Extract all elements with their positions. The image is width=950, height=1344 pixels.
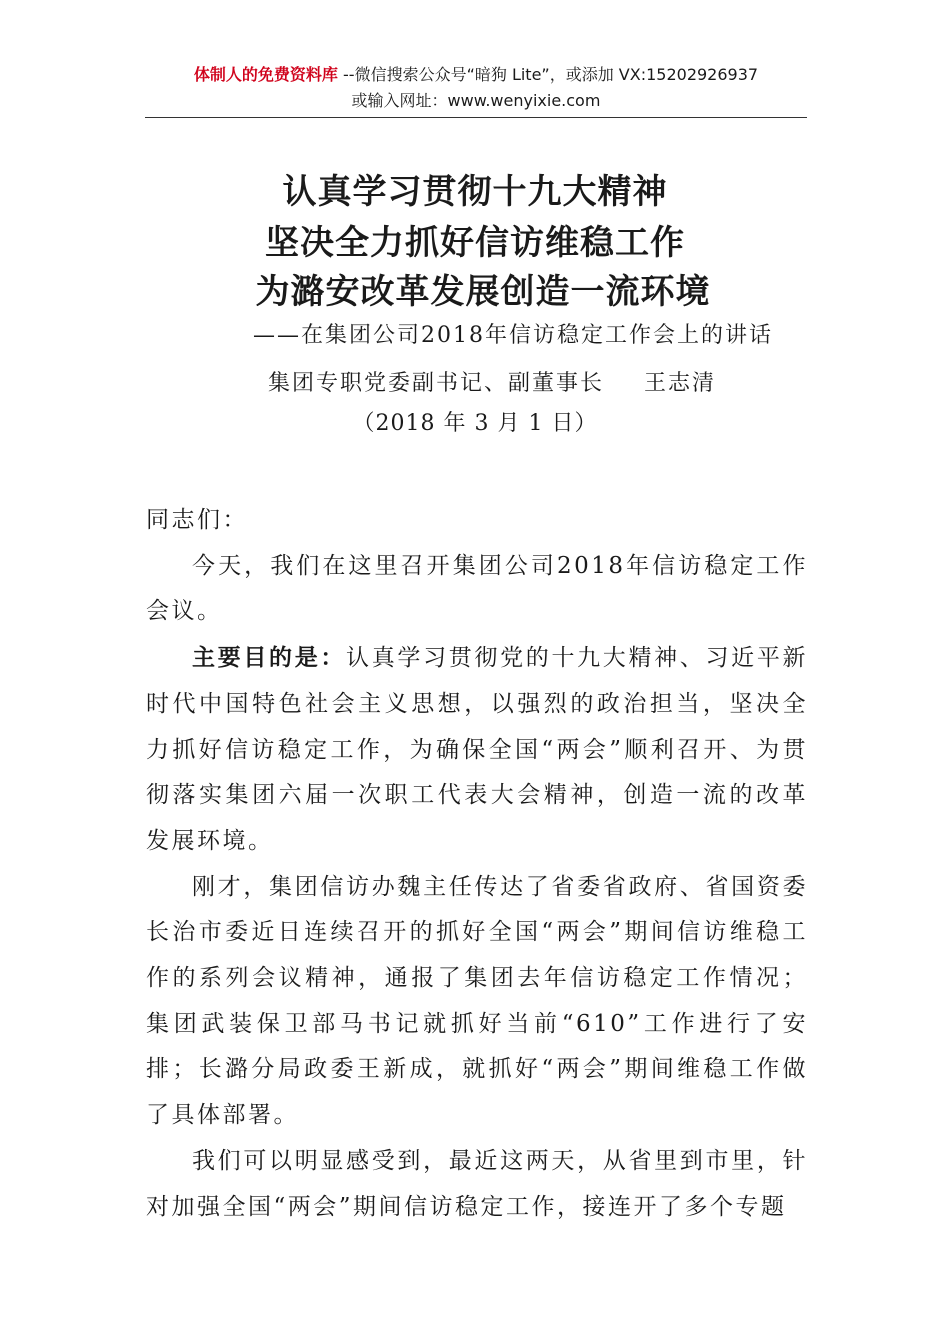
paragraph-4: 我们可以明显感受到，最近这两天，从省里到市里，针对加强全国“两会”期间信访稳定工作，接连开了多个专题 [146,1147,808,1220]
paragraph-2-lead: 主要目的是： [192,644,347,672]
header-line-1 [145,62,807,88]
title-line-1: 认真学习贯彻十九大精神 [282,172,668,212]
paragraph-2 [146,635,808,865]
title-line-3: 为潞安改革发展创造一流环境 [255,272,711,312]
subtitle: ——在集团公司2018年信访稳定工作会上的讲话 [253,323,773,348]
contact-info: --微信搜索公众号“暗狗 Lite”，或添加 VX:15202926937 [337,65,759,84]
website-line: 或输入网址：www.wenyixie.com [351,91,601,110]
speech-body [146,498,808,1230]
brand-name: 体制人的免费资料库 [193,65,338,84]
speaker-role: 集团专职党委副书记、副董事长 [268,371,605,396]
paragraph-2-text: 认真学习贯彻党的十九大精神、习近平新时代中国特色社会主义思想，以强烈的政治担当，坚决全力抓好信访稳定工作，为确保全国“两会”顺利召开、为贯彻落实集团六届一次职工代表大会精神，创造一流的改革发展环境。 [146,645,809,854]
speaker-name: 王志清 [644,371,717,396]
header-divider [145,117,807,118]
salutation: 同志们： [146,507,248,533]
speech-date: （2018 年 3 月 1 日） [352,411,598,436]
paragraph-1: 今天，我们在这里召开集团公司2018年信访稳定工作会议。 [146,552,808,625]
page-header [145,62,807,114]
title-line-2: 坚决全力抓好信访维稳工作 [265,223,685,263]
speaker-line [268,368,716,400]
paragraph-3: 刚才，集团信访办魏主任传达了省委省政府、省国资委长治市委近日连续召开的抓好全国“两会”期间信访维稳工作的系列会议精神，通报了集团去年信访稳定工作情况；集团武装保卫部马书记就抓好当前“610”工作进行了安排；长潞分局政委王新成，就抓好“两会”期间维稳工作做了具体部署。 [146,873,808,1129]
